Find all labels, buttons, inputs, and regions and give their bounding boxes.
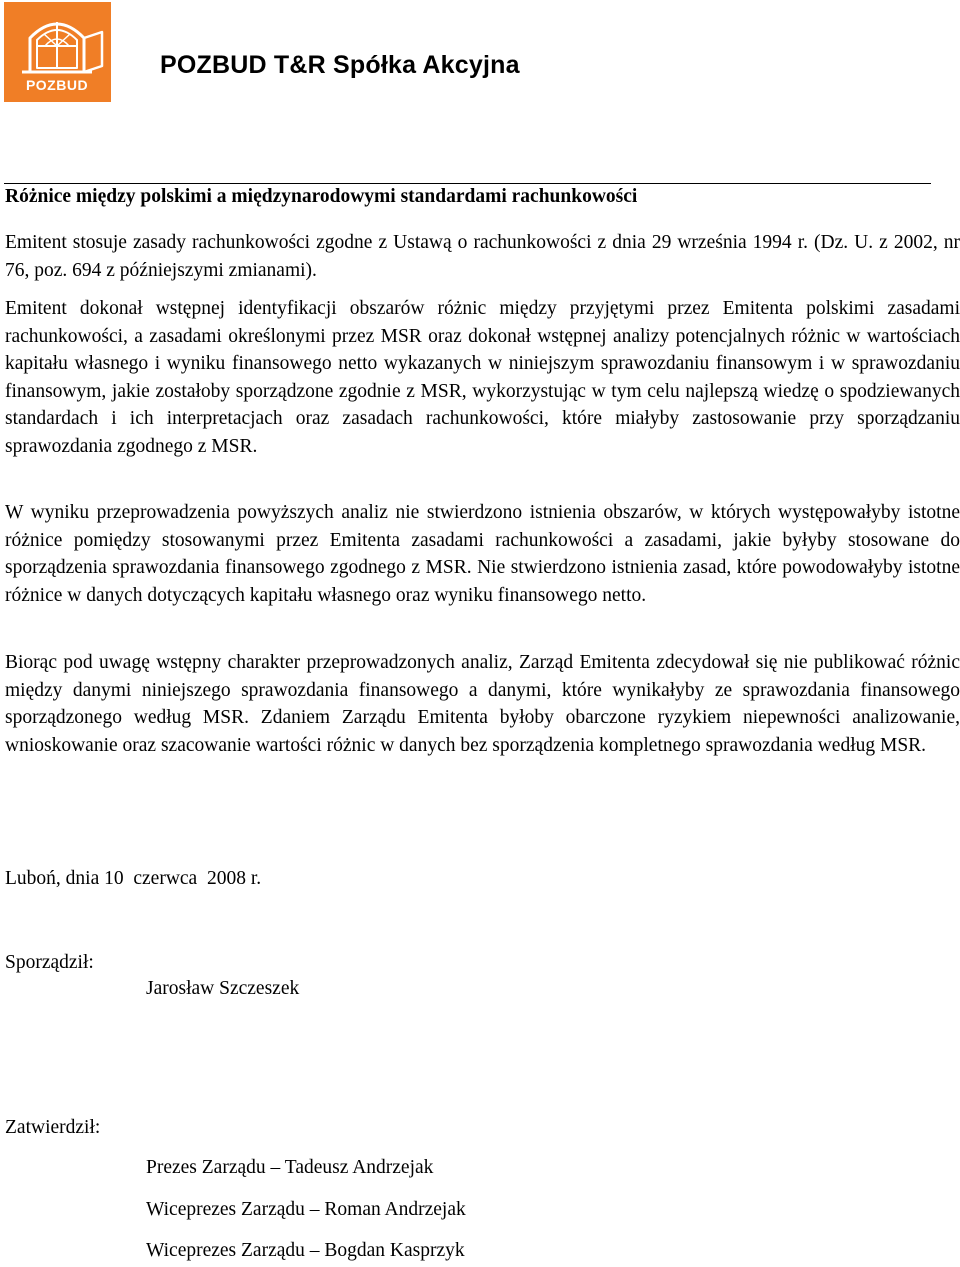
place-date: Luboń, dnia 10 czerwca 2008 r. <box>5 868 262 889</box>
prepared-by-name: Jarosław Szczeszek <box>146 978 300 999</box>
window-logo-icon <box>4 2 111 102</box>
paragraph-2: Emitent dokonał wstępnej identyfikacji obszarów różnic między przyjętymi przez Emitenta polskimi zasadami rachunkowości, a zasadami określonymi przez MSR oraz dokonał wstępnej analizy potencjalnych różnic w wartościach kapitału własnego i wyniku finansowego netto wykazanych w niniejszym sprawozdaniu finansowym i w sprawozdaniu finansowym, jakie zostałoby sporządzone zgodnie z MSR, wykorzystując w tym celu najlepszą wiedzę o spodziewanych standardach i ich interpretacjach oraz zasadach rachunkowości, które miałyby zastosowanie przy sporządzaniu sprawozdania zgodnego z MSR. <box>5 298 960 457</box>
section-title: Różnice między polskimi a międzynarodowymi standardami rachunkowości <box>5 186 638 207</box>
company-name: POZBUD T&R Spółka Akcyjna <box>160 51 520 79</box>
approver-1: Prezes Zarządu – Tadeusz Andrzejak <box>146 1157 434 1178</box>
approver-3: Wiceprezes Zarządu – Bogdan Kasprzyk <box>146 1240 465 1261</box>
approved-label: Zatwierdził: <box>5 1117 101 1138</box>
header-divider <box>4 183 931 184</box>
paragraph-3: W wyniku przeprowadzenia powyższych analiz nie stwierdzono istnienia obszarów, w których występowałyby istotne różnice pomiędzy stosowanymi przez Emitenta zasadami rachunkowości a zasadami, jakie byłyby stosowane do sporządzenia sprawozdania finansowego zgodnego z MSR. Nie stwierdzono istnienia zasad, które powodowałyby istotne różnice w danych dotyczących kapitału własnego oraz wyniku finansowego netto. <box>5 502 960 606</box>
paragraph-1: Emitent stosuje zasady rachunkowości zgodne z Ustawą o rachunkowości z dnia 29 września 1994 r. (Dz. U. z 2002, nr 76, poz. 694 z późniejszymi zmianami). <box>5 232 960 281</box>
pozbud-logo <box>4 2 111 102</box>
paragraph-4: Biorąc pod uwagę wstępny charakter przeprowadzonych analiz, Zarząd Emitenta zdecydował się nie publikować różnic między danymi niniejszego sprawozdania finansowego a danymi, które wynikałyby ze sprawozdania finansowego sporządzonego według MSR. Zdaniem Zarządu Emitenta byłoby obarczone ryzykiem niepewności analizowanie, wnioskowanie oraz szacowanie wartości różnic w danych bez sporządzenia kompletnego sprawozdania według MSR. <box>5 652 960 756</box>
approver-2: Wiceprezes Zarządu – Roman Andrzejak <box>146 1199 466 1220</box>
logo-wordmark: POZBUD <box>25 77 89 93</box>
prepared-label: Sporządził: <box>5 952 94 973</box>
